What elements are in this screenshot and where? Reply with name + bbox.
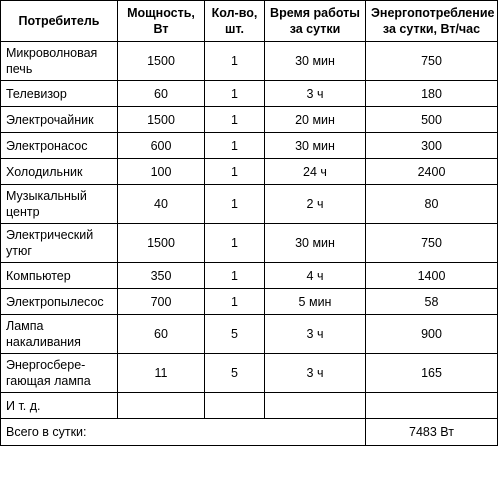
cell-runtime: 3 ч	[265, 315, 366, 354]
cell-energy: 80	[366, 185, 498, 224]
cell-runtime: 4 ч	[265, 263, 366, 289]
cell-quantity: 1	[205, 81, 265, 107]
cell-energy: 165	[366, 354, 498, 393]
cell-consumer: Компьютер	[1, 263, 118, 289]
cell-energy: 180	[366, 81, 498, 107]
cell-consumer: Электрический утюг	[1, 224, 118, 263]
cell-power: 1500	[118, 42, 205, 81]
cell-energy: 58	[366, 289, 498, 315]
cell-energy: 500	[366, 107, 498, 133]
cell-quantity: 1	[205, 42, 265, 81]
cell-power: 700	[118, 289, 205, 315]
cell-runtime: 30 мин	[265, 224, 366, 263]
cell-power: 1500	[118, 107, 205, 133]
cell-runtime: 5 мин	[265, 289, 366, 315]
cell-quantity: 1	[205, 224, 265, 263]
cell-consumer: Музыкальный центр	[1, 185, 118, 224]
cell-consumer: Электронасос	[1, 133, 118, 159]
total-row	[1, 419, 498, 446]
cell-power: 100	[118, 159, 205, 185]
table-row	[1, 354, 498, 393]
table-row	[1, 185, 498, 224]
cell-energy: 750	[366, 224, 498, 263]
cell-runtime: 24 ч	[265, 159, 366, 185]
table-body	[1, 42, 498, 446]
header-row	[1, 1, 498, 42]
cell-quantity: 1	[205, 159, 265, 185]
cell-power	[118, 393, 205, 419]
table-row	[1, 107, 498, 133]
cell-runtime	[265, 393, 366, 419]
cell-runtime: 30 мин	[265, 133, 366, 159]
cell-power: 11	[118, 354, 205, 393]
header-runtime: Время работы за сутки	[265, 1, 366, 42]
cell-runtime: 2 ч	[265, 185, 366, 224]
cell-power: 60	[118, 315, 205, 354]
total-value: 7483 Вт	[366, 419, 498, 446]
total-label: Всего в сутки:	[1, 419, 366, 446]
header-energy: Энергопотребление за сутки, Вт/час	[366, 1, 498, 42]
cell-quantity: 1	[205, 185, 265, 224]
cell-energy: 300	[366, 133, 498, 159]
cell-quantity: 1	[205, 133, 265, 159]
cell-consumer: Энергосбере-гающая лампа	[1, 354, 118, 393]
table-row	[1, 81, 498, 107]
cell-quantity	[205, 393, 265, 419]
cell-energy	[366, 393, 498, 419]
table-row	[1, 315, 498, 354]
cell-power: 350	[118, 263, 205, 289]
table-row	[1, 159, 498, 185]
header-consumer: Потребитель	[1, 1, 118, 42]
cell-runtime: 30 мин	[265, 42, 366, 81]
table-header	[1, 1, 498, 42]
cell-energy: 2400	[366, 159, 498, 185]
cell-power: 1500	[118, 224, 205, 263]
cell-power: 40	[118, 185, 205, 224]
table-row	[1, 263, 498, 289]
table-row	[1, 289, 498, 315]
table-row	[1, 42, 498, 81]
cell-consumer: И т. д.	[1, 393, 118, 419]
header-power: Мощность, Вт	[118, 1, 205, 42]
cell-energy: 1400	[366, 263, 498, 289]
cell-power: 600	[118, 133, 205, 159]
cell-consumer: Холодильник	[1, 159, 118, 185]
cell-runtime: 3 ч	[265, 81, 366, 107]
cell-consumer: Лампа накаливания	[1, 315, 118, 354]
cell-energy: 900	[366, 315, 498, 354]
cell-energy: 750	[366, 42, 498, 81]
cell-quantity: 5	[205, 315, 265, 354]
cell-quantity: 1	[205, 107, 265, 133]
cell-consumer: Микроволновая печь	[1, 42, 118, 81]
table-row	[1, 393, 498, 419]
cell-quantity: 1	[205, 263, 265, 289]
cell-runtime: 3 ч	[265, 354, 366, 393]
cell-consumer: Электрочайник	[1, 107, 118, 133]
cell-consumer: Электропылесос	[1, 289, 118, 315]
cell-runtime: 20 мин	[265, 107, 366, 133]
table-row	[1, 224, 498, 263]
cell-consumer: Телевизор	[1, 81, 118, 107]
cell-quantity: 5	[205, 354, 265, 393]
table-row	[1, 133, 498, 159]
cell-power: 60	[118, 81, 205, 107]
header-quantity: Кол-во, шт.	[205, 1, 265, 42]
cell-quantity: 1	[205, 289, 265, 315]
